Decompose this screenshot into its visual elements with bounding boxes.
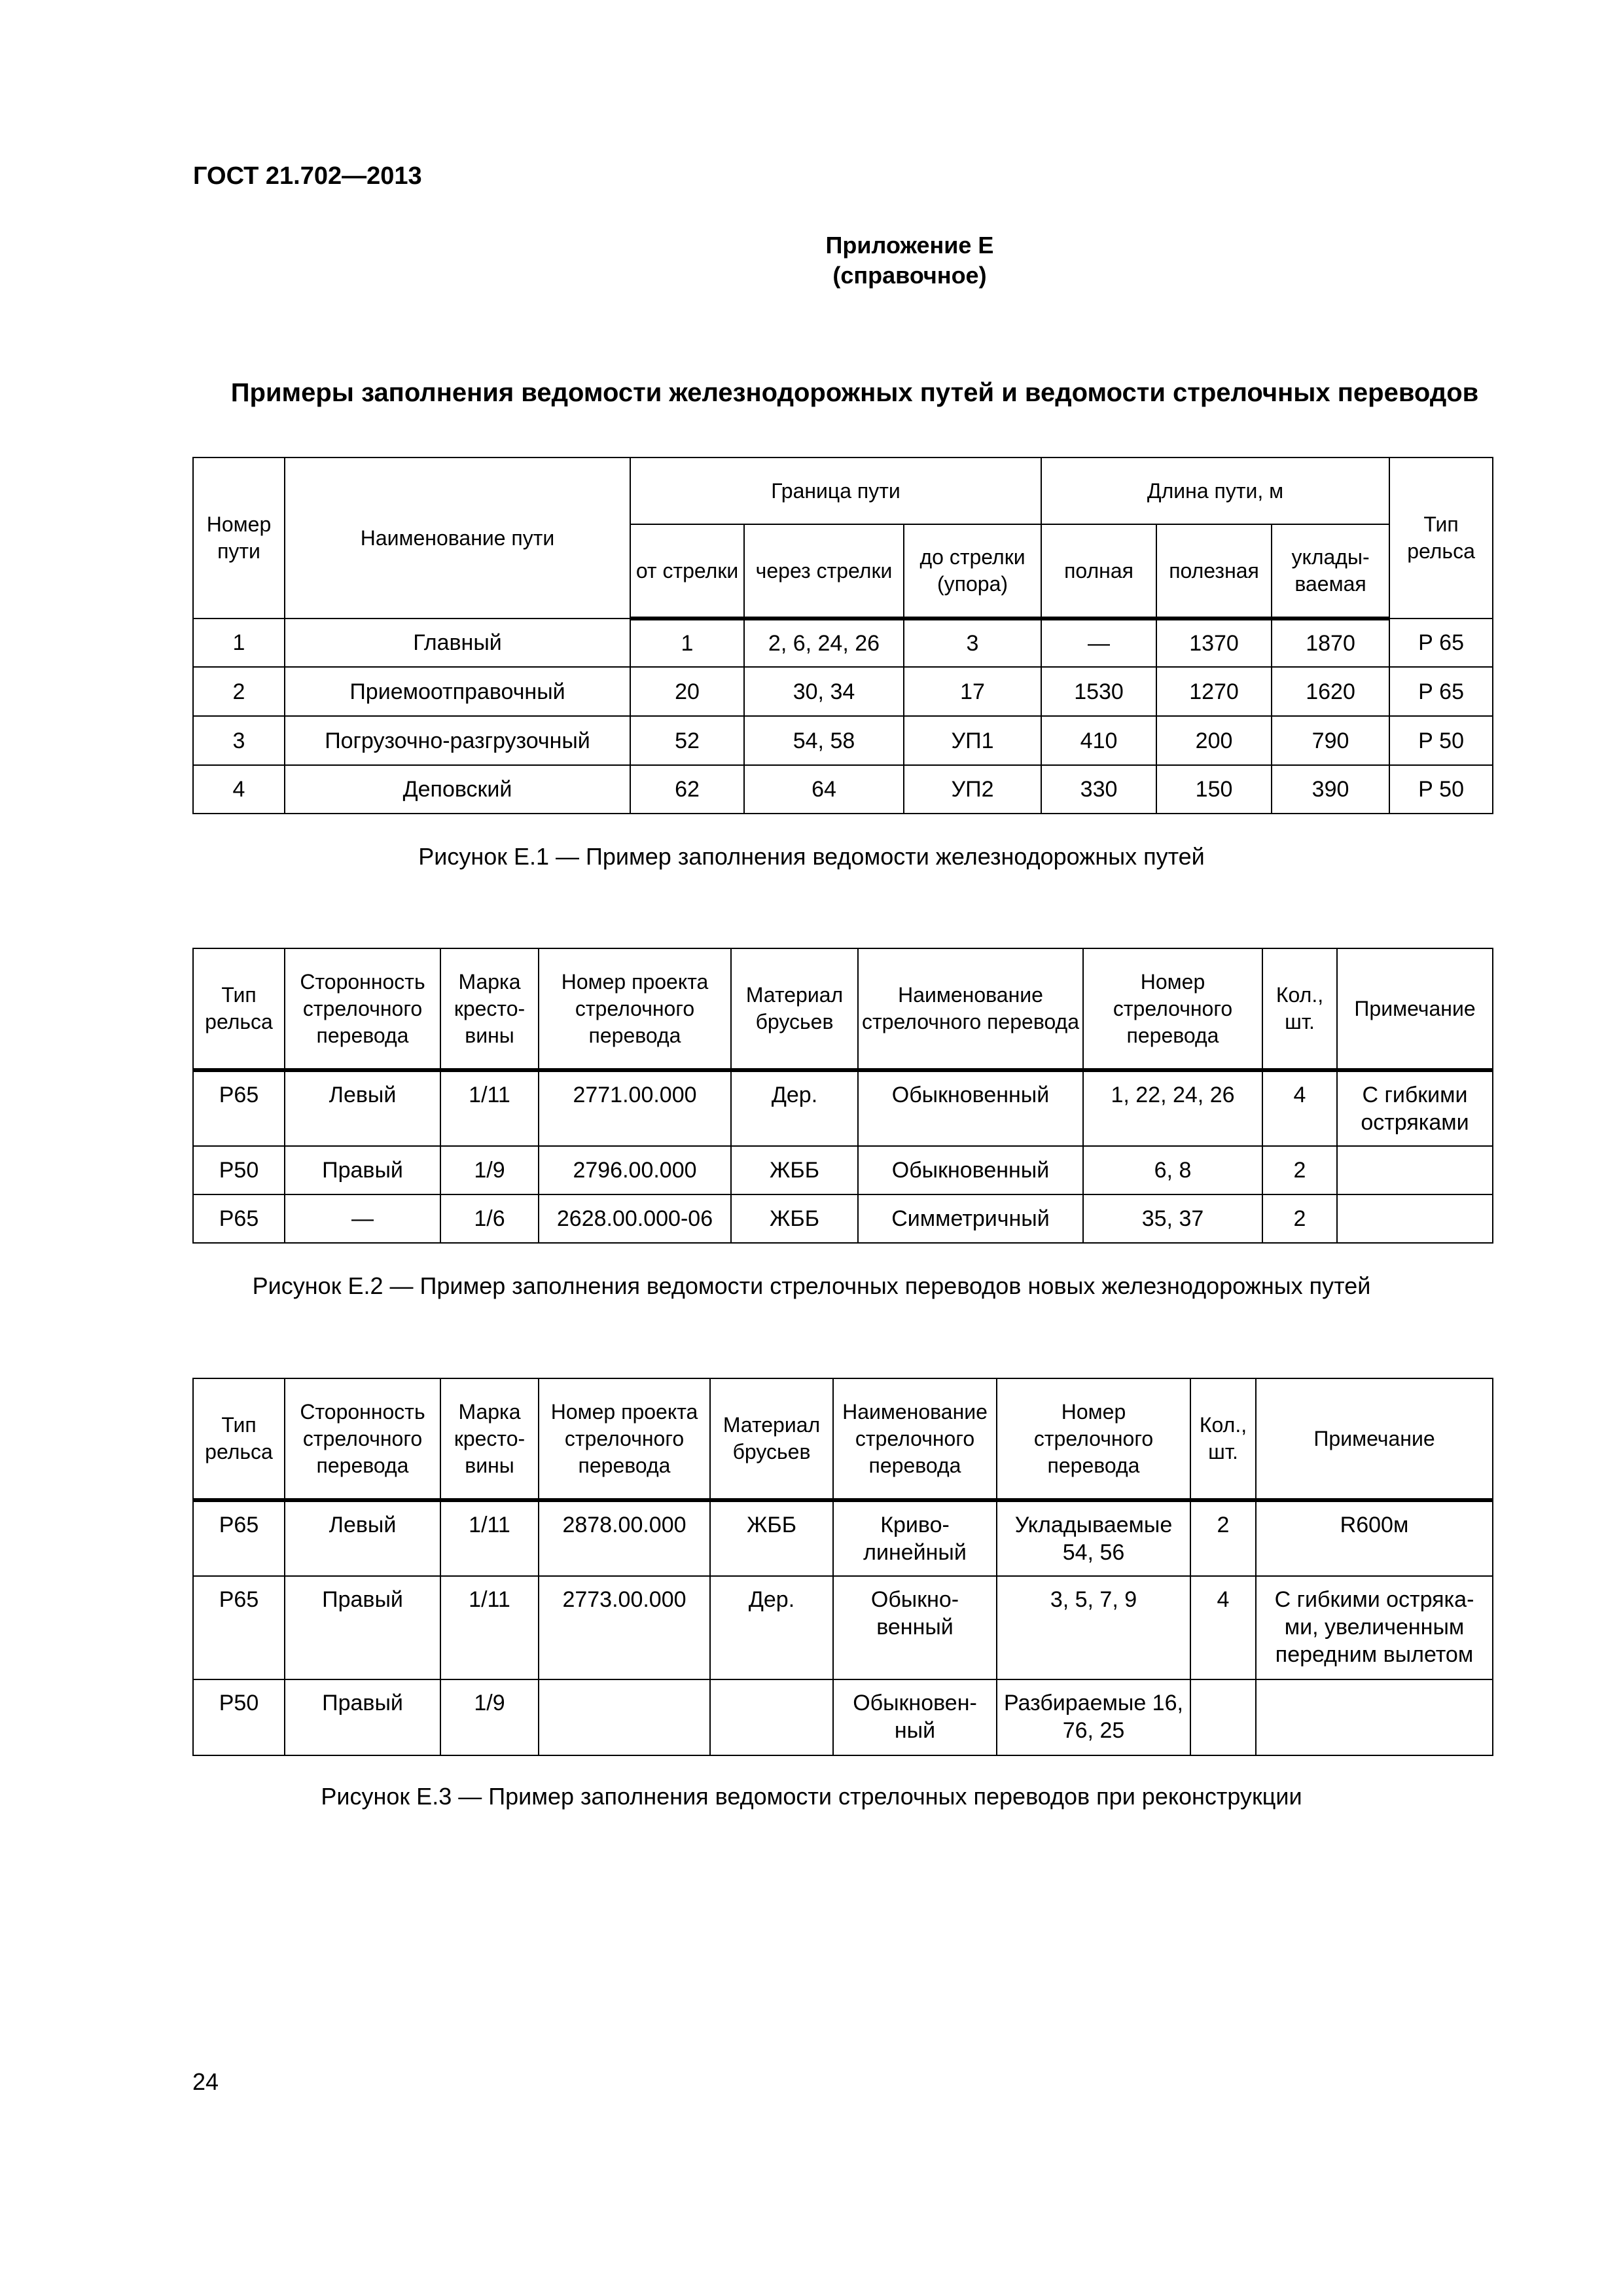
table-cell: 17 [904,667,1041,716]
table-row [193,1146,1493,1194]
table-cell [1337,1194,1493,1243]
table-cell: 2 [1262,1146,1337,1194]
table-row [193,1679,1493,1755]
header-track-number: Номер пути [193,457,285,619]
table-cell: — [285,1194,440,1243]
table-cell: 2 [193,667,285,716]
header-through: через стрелки [744,524,904,619]
table-cell: Укладываемые 54, 56 [997,1500,1190,1576]
table-cell: 410 [1041,716,1156,765]
switches-reconstruction-table [192,1378,1493,1756]
table-cell: — [1041,619,1156,667]
table-cell: 1/11 [440,1576,539,1679]
header-rail-type: Тип рельса [1389,457,1493,619]
table-cell: Правый [285,1576,440,1679]
header-rail-type: Тип рельса [193,1378,285,1500]
switches-new-table [192,948,1493,1244]
table-cell: 790 [1272,716,1389,765]
table-cell: 1/9 [440,1679,539,1755]
table-cell: Правый [285,1146,440,1194]
table-cell: 1870 [1272,619,1389,667]
table-cell: Обыкновенный [858,1070,1083,1146]
header-from: от стрелки [630,524,744,619]
table-cell: 1, 22, 24, 26 [1083,1070,1262,1146]
table-cell: 4 [1262,1070,1337,1146]
table-cell: 3 [193,716,285,765]
table-cell: Дер. [710,1576,833,1679]
header-length: Длина пути, м [1041,457,1389,524]
table-cell: 1 [193,619,285,667]
table-cell: Криво-линейный [833,1500,997,1576]
table-row [193,765,1493,814]
table-cell: Главный [285,619,630,667]
table-cell [1190,1679,1256,1755]
table-cell: Р 50 [1389,716,1493,765]
table-cell: С гибкими остряка-ми, увеличенным передним вылетом [1256,1576,1493,1679]
header-note: Примечание [1256,1378,1493,1500]
table-cell: 150 [1156,765,1272,814]
table-cell: 2628.00.000-06 [539,1194,731,1243]
table-cell: 200 [1156,716,1272,765]
appendix-title: Приложение Е [825,232,994,259]
table-cell: 52 [630,716,744,765]
table-cell [1256,1679,1493,1755]
table-row [193,667,1493,716]
table-cell: Р50 [193,1679,285,1755]
header-track-name: Наименование пути [285,457,630,619]
table-cell [539,1679,710,1755]
page-number: 24 [192,2068,219,2095]
table-cell: 64 [744,765,904,814]
table-cell: 1270 [1156,667,1272,716]
table-cell: 2773.00.000 [539,1576,710,1679]
table-cell: 1/9 [440,1146,539,1194]
header-useful: полезная [1156,524,1272,619]
table-cell: 2796.00.000 [539,1146,731,1194]
table-cell: 1/6 [440,1194,539,1243]
table-cell: 2 [1262,1194,1337,1243]
table-cell: УП1 [904,716,1041,765]
table-cell: Р 50 [1389,765,1493,814]
table-cell: Р 65 [1389,667,1493,716]
header-switch-name: Наименование стрелочного перевода [858,948,1083,1070]
header-project-number: Номер проекта стрелочного перевода [539,1378,710,1500]
page-title: Примеры заполнения ведомости железнодорожных путей и ведомости стрелочных переводов [230,378,1479,407]
table-cell: 2878.00.000 [539,1500,710,1576]
table-cell: Р65 [193,1576,285,1679]
table-row [193,1576,1493,1679]
header-quantity: Кол., шт. [1190,1378,1256,1500]
header-note: Примечание [1337,948,1493,1070]
table-cell: Р50 [193,1146,285,1194]
header-side: Сторонность стрелочного перевода [285,948,440,1070]
header-tie-material: Материал брусьев [731,948,858,1070]
table-cell: Р65 [193,1500,285,1576]
table-cell: Р 65 [1389,619,1493,667]
header-switch-number: Номер стрелочного перевода [1083,948,1262,1070]
header-quantity: Кол., шт. [1262,948,1337,1070]
table-cell: 62 [630,765,744,814]
table-cell: Левый [285,1500,440,1576]
header-full: полная [1041,524,1156,619]
table-cell: Р65 [193,1070,285,1146]
table-cell: 1/11 [440,1500,539,1576]
appendix-subtitle: (справочное) [832,262,987,289]
tracks-table [192,457,1493,814]
table-cell: ЖББ [710,1500,833,1576]
table-cell: 390 [1272,765,1389,814]
table-cell: 20 [630,667,744,716]
figure-caption-e2: Рисунок Е.2 — Пример заполнения ведомости стрелочных переводов новых железнодорожных путей [252,1272,1371,1299]
table-cell: Приемоотправочный [285,667,630,716]
table-cell: Обыкновен-ный [833,1679,997,1755]
table-cell: Обыкновенный [858,1146,1083,1194]
table-cell: R600м [1256,1500,1493,1576]
table-cell: 330 [1041,765,1156,814]
header-tie-material: Материал брусьев [710,1378,833,1500]
table-cell: 54, 58 [744,716,904,765]
table-cell: 1620 [1272,667,1389,716]
table-cell: Левый [285,1070,440,1146]
table-cell: УП2 [904,765,1041,814]
appendix-heading [0,230,1623,291]
table-row [193,619,1493,667]
table-cell: 1530 [1041,667,1156,716]
table-cell: 1 [630,619,744,667]
table-cell: ЖББ [731,1146,858,1194]
table-row [193,716,1493,765]
table-cell: Симметричный [858,1194,1083,1243]
table-cell: 2, 6, 24, 26 [744,619,904,667]
table-cell [1337,1146,1493,1194]
table-cell: Р65 [193,1194,285,1243]
header-boundary: Граница пути [630,457,1041,524]
table-row [193,1070,1493,1146]
table-cell: Погрузочно-разгрузочный [285,716,630,765]
header-rail-type: Тип рельса [193,948,285,1070]
header-laid: уклады-ваемая [1272,524,1389,619]
table-row [193,1194,1493,1243]
table-cell: 35, 37 [1083,1194,1262,1243]
table-cell: Правый [285,1679,440,1755]
table-cell: 3 [904,619,1041,667]
table-cell: С гибкими остряками [1337,1070,1493,1146]
header-frog-mark: Марка кресто-вины [440,948,539,1070]
table-cell [710,1679,833,1755]
header-to: до стрелки (упора) [904,524,1041,619]
table-cell: 30, 34 [744,667,904,716]
table-cell: 3, 5, 7, 9 [997,1576,1190,1679]
header-project-number: Номер проекта стрелочного перевода [539,948,731,1070]
table-cell: 2 [1190,1500,1256,1576]
table-cell: 6, 8 [1083,1146,1262,1194]
header-frog-mark: Марка кресто-вины [440,1378,539,1500]
figure-caption-e3: Рисунок Е.3 — Пример заполнения ведомости стрелочных переводов при реконструкции [321,1783,1302,1810]
table-cell: 2771.00.000 [539,1070,731,1146]
table-cell: 1370 [1156,619,1272,667]
table-cell: Дер. [731,1070,858,1146]
table-cell: Деповский [285,765,630,814]
table-cell: 1/11 [440,1070,539,1146]
table-cell: Разбираемые 16, 76, 25 [997,1679,1190,1755]
header-side: Сторонность стрелочного перевода [285,1378,440,1500]
table-cell: 4 [1190,1576,1256,1679]
table-cell: 4 [193,765,285,814]
header-switch-name: Наименование стрелочного перевода [833,1378,997,1500]
table-row [193,1500,1493,1576]
figure-caption-e1: Рисунок Е.1 — Пример заполнения ведомости железнодорожных путей [418,843,1205,870]
table-cell: ЖББ [731,1194,858,1243]
table-cell: Обыкно-венный [833,1576,997,1679]
document-code: ГОСТ 21.702—2013 [193,162,422,190]
header-switch-number: Номер стрелочного перевода [997,1378,1190,1500]
